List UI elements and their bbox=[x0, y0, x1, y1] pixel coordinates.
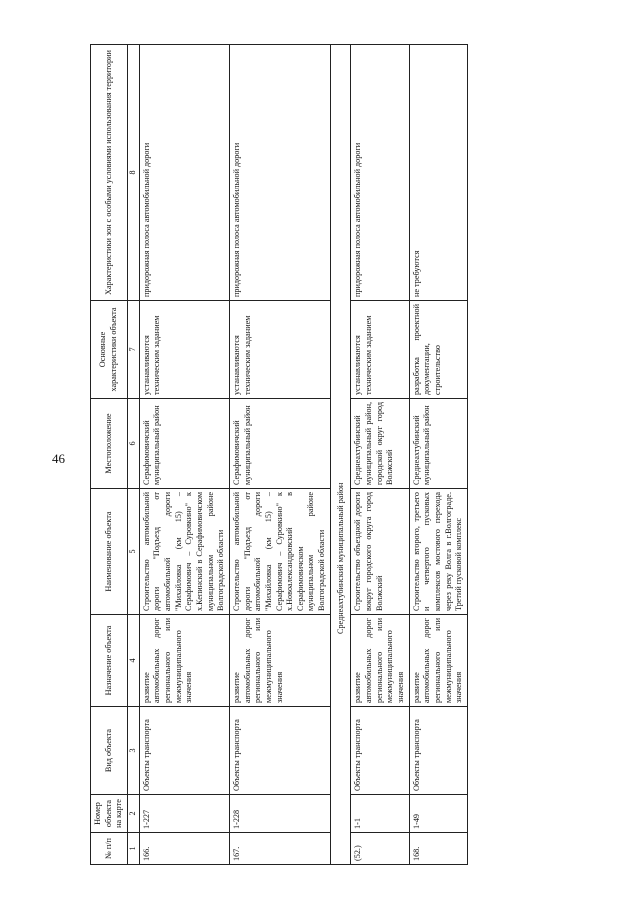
row-number: 168. bbox=[409, 833, 467, 865]
header-cell: Назначение объекта bbox=[91, 615, 128, 707]
object-characteristics: устанавливаются техническим заданием bbox=[229, 301, 330, 399]
map-number: 1-228 bbox=[229, 795, 330, 833]
object-type: Объекты транспорта bbox=[229, 707, 330, 795]
row-number: (52.) bbox=[351, 833, 409, 865]
object-purpose: развитие автомобильных дорог регионального или межмуниципального значения bbox=[139, 615, 229, 707]
district-row bbox=[330, 45, 351, 865]
object-type: Объекты транспорта bbox=[351, 707, 409, 795]
header-cell: Вид объекта bbox=[91, 707, 128, 795]
object-purpose: развитие автомобильных дорог регионального или межмуниципального значения bbox=[409, 615, 467, 707]
object-type: Объекты транспорта bbox=[409, 707, 467, 795]
column-number: 6 bbox=[127, 399, 139, 489]
header-cell: Основные характеристики объекта bbox=[91, 301, 128, 399]
object-characteristics: устанавливаются техническим заданием bbox=[351, 301, 409, 399]
header-cell: № п/п bbox=[91, 833, 128, 865]
object-name: Строительство автомобильной дороги "Подъезд от автомобильной дороги "Михайловка (км 15) – Серафимович – Суровкино" к х.Новоалександровский в Серафимовичском муниципальном районе Волгоградской области bbox=[229, 489, 330, 615]
header-cell: Местоположение bbox=[91, 399, 128, 489]
column-number: 8 bbox=[127, 45, 139, 301]
row-number: 166. bbox=[139, 833, 229, 865]
column-number: 2 bbox=[127, 795, 139, 833]
header-cell: Характеристики зон с особыми условиями использования территории bbox=[91, 45, 128, 301]
district-title: Среднеахтубинский муниципальный район bbox=[330, 45, 351, 865]
object-characteristics: устанавливаются техническим заданием bbox=[139, 301, 229, 399]
object-type: Объекты транспорта bbox=[139, 707, 229, 795]
table-row bbox=[139, 45, 229, 865]
table-row bbox=[229, 45, 330, 865]
column-number: 7 bbox=[127, 301, 139, 399]
page-number: 46 bbox=[52, 451, 65, 466]
header-row bbox=[91, 45, 128, 865]
object-location: Серафимовичский муниципальный район bbox=[139, 399, 229, 489]
object-purpose: развитие автомобильных дорог регионального или межмуниципального значения bbox=[229, 615, 330, 707]
object-characteristics: разработка проектной документации, строительство bbox=[409, 301, 467, 399]
column-number-row bbox=[127, 45, 139, 865]
column-number: 5 bbox=[127, 489, 139, 615]
column-number: 1 bbox=[127, 833, 139, 865]
object-name: Строительство объездной дороги вокруг городского округа город Волжский bbox=[351, 489, 409, 615]
column-number: 4 bbox=[127, 615, 139, 707]
table-row bbox=[351, 45, 409, 865]
object-location: Среднеахтубинский муниципальный район, городской округ город Волжский bbox=[351, 399, 409, 489]
object-location: Серафимовичский муниципальный район bbox=[229, 399, 330, 489]
object-name: Строительство автомобильной дороги "Подъезд от автомобильной дороги "Михайловка (км 15) – Серафимович – Суровкино" к х.Кепинский в Серафимовичском муниципальном районе Волгоградской области bbox=[139, 489, 229, 615]
header-cell: Номер объекта на карте bbox=[91, 795, 128, 833]
row-number: 167. bbox=[229, 833, 330, 865]
table-row bbox=[409, 45, 467, 865]
column-number: 3 bbox=[127, 707, 139, 795]
object-name: Строительство второго, третьего и четвертого пусковых комплексов мостового перехода через реку Волга в г.Волгограде. Третий пусковой комплекс bbox=[409, 489, 467, 615]
object-purpose: развитие автомобильных дорог регионального или межмуниципального значения bbox=[351, 615, 409, 707]
object-location: Среднеахтубинский муниципальный район bbox=[409, 399, 467, 489]
map-number: 1-49 bbox=[409, 795, 467, 833]
zone-characteristics: придорожная полоса автомобильной дороги bbox=[139, 45, 229, 301]
map-number: 1-227 bbox=[139, 795, 229, 833]
map-number: 1-1 bbox=[351, 795, 409, 833]
rotated-table-container bbox=[90, 45, 620, 865]
zone-characteristics: не требуются bbox=[409, 45, 467, 301]
zone-characteristics: придорожная полоса автомобильной дороги bbox=[229, 45, 330, 301]
header-cell: Наименование объекта bbox=[91, 489, 128, 615]
zone-characteristics: придорожная полоса автомобильной дороги bbox=[351, 45, 409, 301]
register-table bbox=[90, 44, 468, 865]
